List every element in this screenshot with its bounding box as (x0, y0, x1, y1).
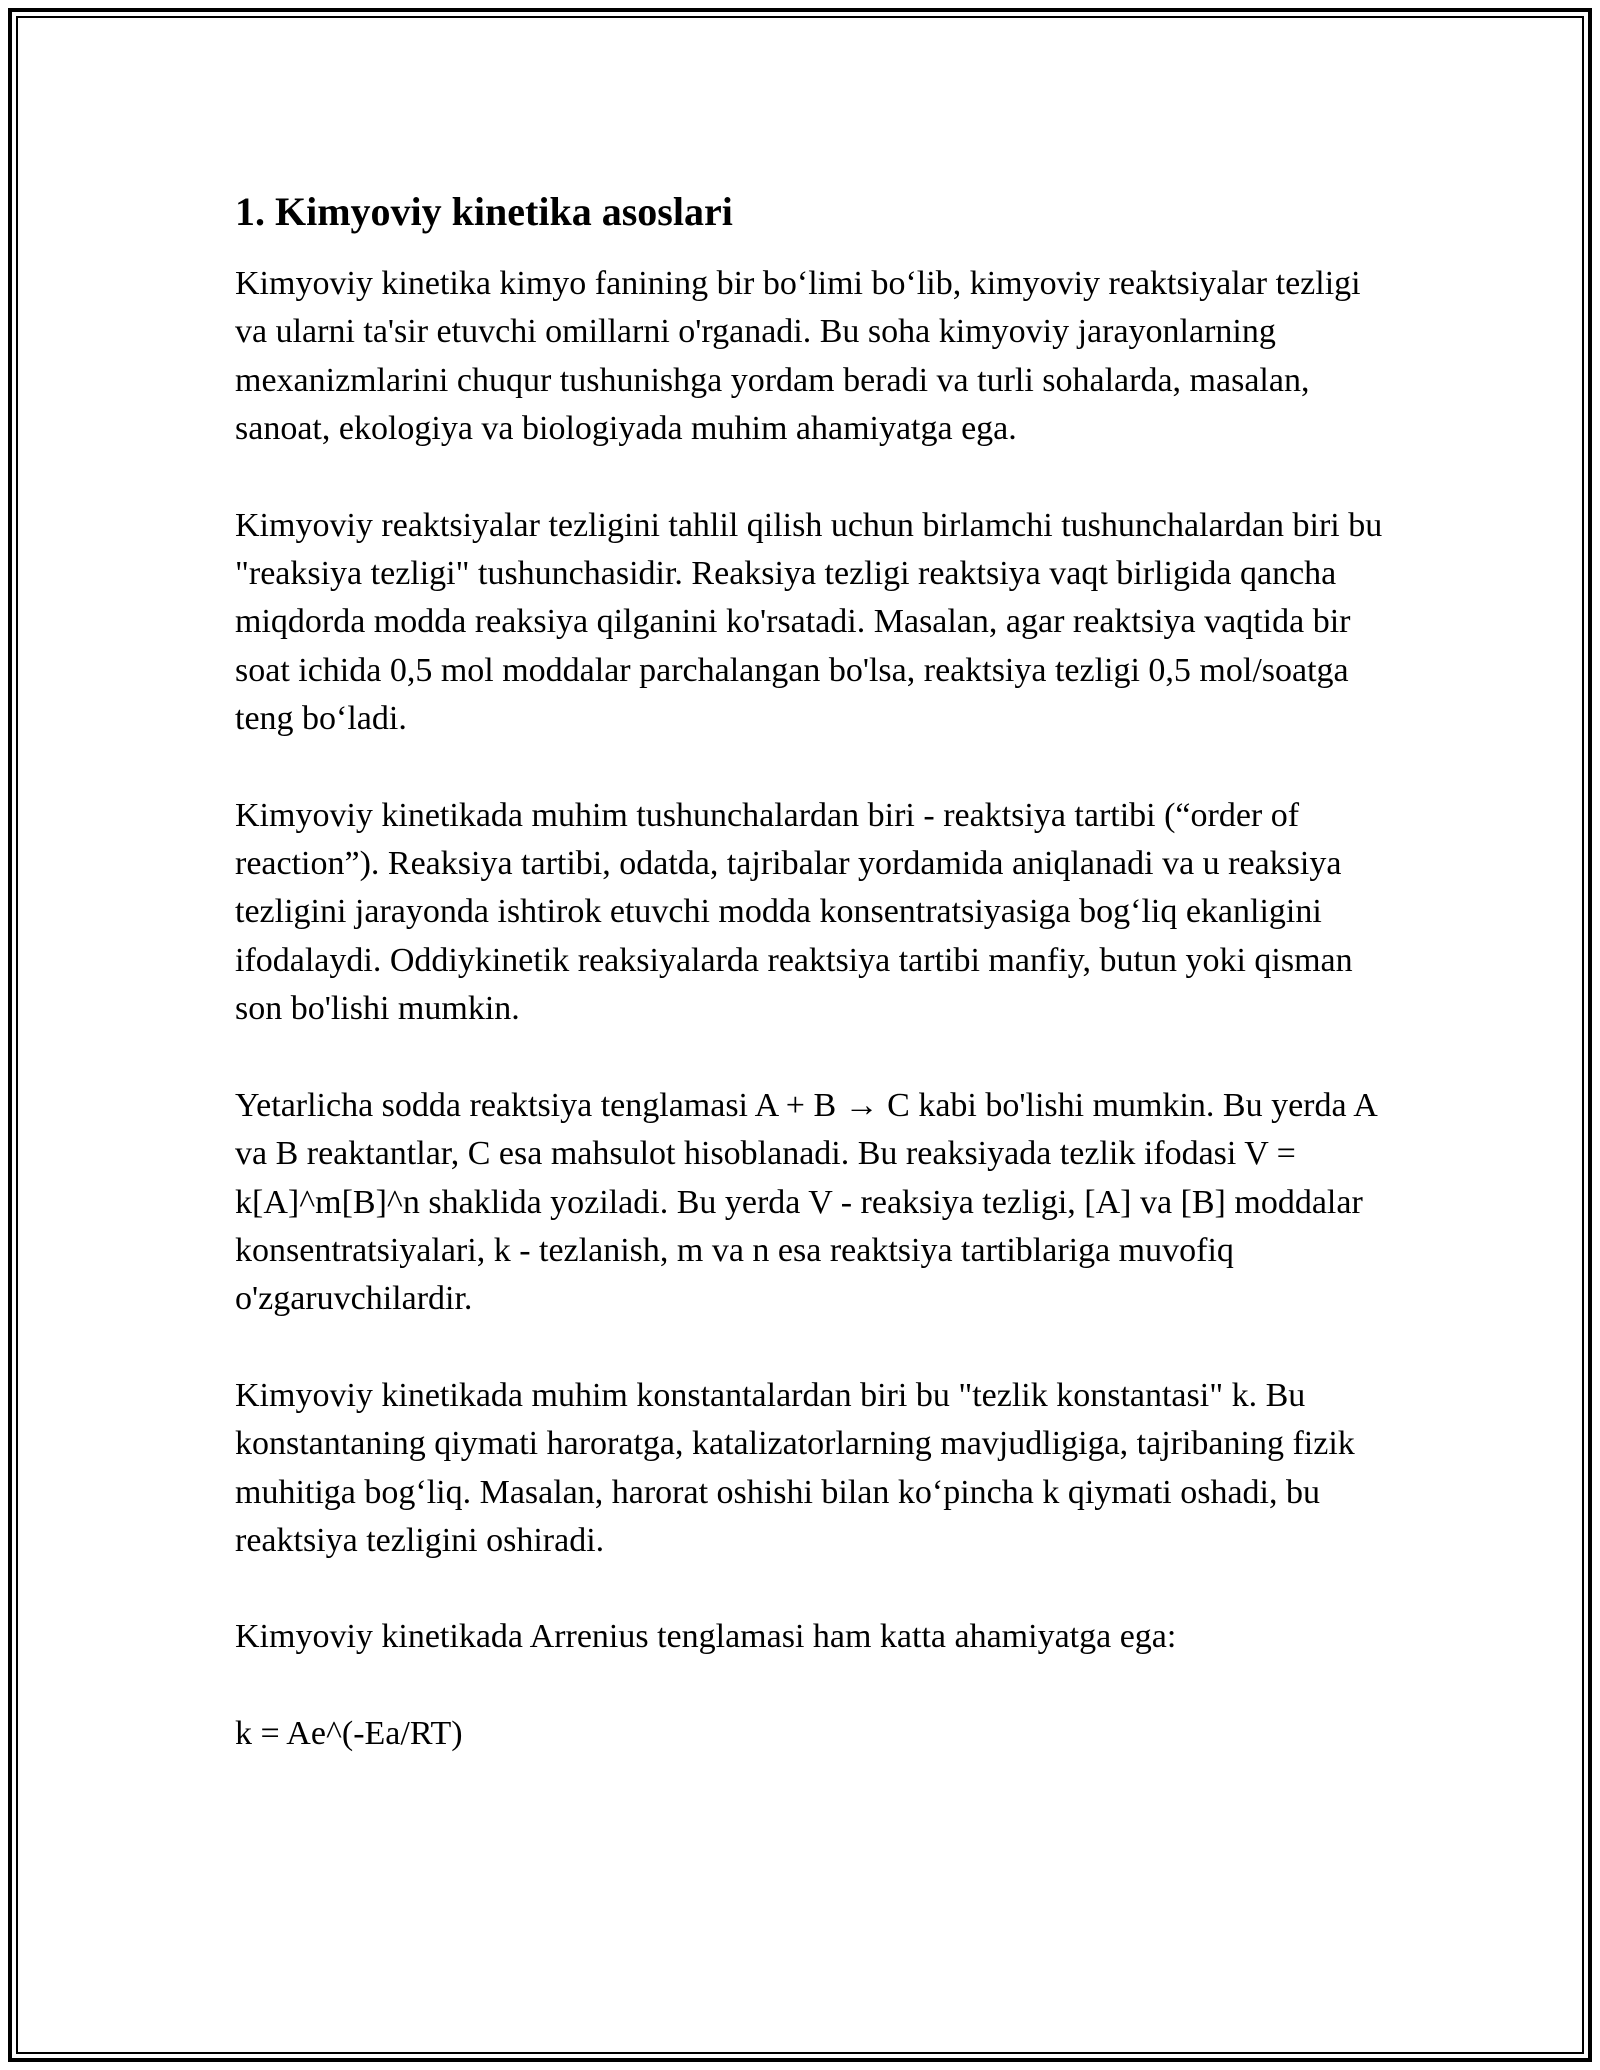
document-body (235, 186, 1385, 1758)
paragraph-rate-constant: Kimyoviy kinetikada muhim konstantalardan biri bu "tezlik konstantasi" k. Bu konstantaning qiymati haroratga, katalizatorlarning mavjudligiga, tajribaning fizik muhitiga bog‘liq. Masalan, harorat oshishi bilan ko‘pincha k qiymati oshadi, bu reaktsiya tezligini oshiradi. (235, 1376, 1355, 1559)
paragraph-rate-equation: Yetarlicha sodda reaktsiya tenglamasi A + B → C kabi bo'lishi mumkin. Bu yerda A va B reaktantlar, C esa mahsulot hisoblanadi. Bu reaksiyada tezlik ifodasi V = k[A]^m[B]^n shaklida yoziladi. Bu yerda V - reaksiya tezligi, [A] va [B] moddalar konsentratsiyalari, k - tezlanish, m va n esa reaktsiya tartiblariga muvofiq o'zgaruvchilardir. (235, 1086, 1376, 1318)
arrhenius-formula: k = Ae^(-Ea/RT) (235, 1714, 463, 1752)
paragraph-intro: Kimyoviy kinetika kimyo fanining bir bo‘limi bo‘lib, kimyoviy reaktsiyalar tezligi va ularni ta'sir etuvchi omillarni o'rganadi. Bu soha kimyoviy jarayonlarning mexanizmlarini chuqur tushunishga yordam beradi va turli sohalarda, masalan, sanoat, ekologiya va biologiyada muhim ahamiyatga ega. (235, 265, 1361, 448)
paragraph-reaction-order: Kimyoviy kinetikada muhim tushunchalardan biri - reaktsiya tartibi (“order of reaction”). Reaksiya tartibi, odatda, tajribalar yordamida aniqlanadi va u reaksiya tezligini jarayonda ishtirok etuvchi modda konsentratsiyasiga bog‘liq ekanligini ifodalaydi. Oddiykinetik reaksiyalarda reaktsiya tartibi manfiy, butun yoki qisman son bo'lishi mumkin. (235, 796, 1353, 1028)
section-title: 1. Kimyoviy kinetika asoslari (235, 189, 733, 234)
paragraph-reaction-rate: Kimyoviy reaktsiyalar tezligini tahlil qilish uchun birlamchi tushunchalardan biri bu "reaksiya tezligi" tushunchasidir. Reaksiya tezligi reaktsiya vaqt birligida qancha miqdorda modda reaksiya qilganini ko'rsatadi. Masalan, agar reaktsiya vaqtida bir soat ichida 0,5 mol moddalar parchalangan bo'lsa, reaktsiya tezligi 0,5 mol/soatga teng bo‘ladi. (235, 506, 1383, 738)
paragraph-arrhenius: Kimyoviy kinetikada Arrenius tenglamasi ham katta ahamiyatga ega: (235, 1618, 1177, 1656)
